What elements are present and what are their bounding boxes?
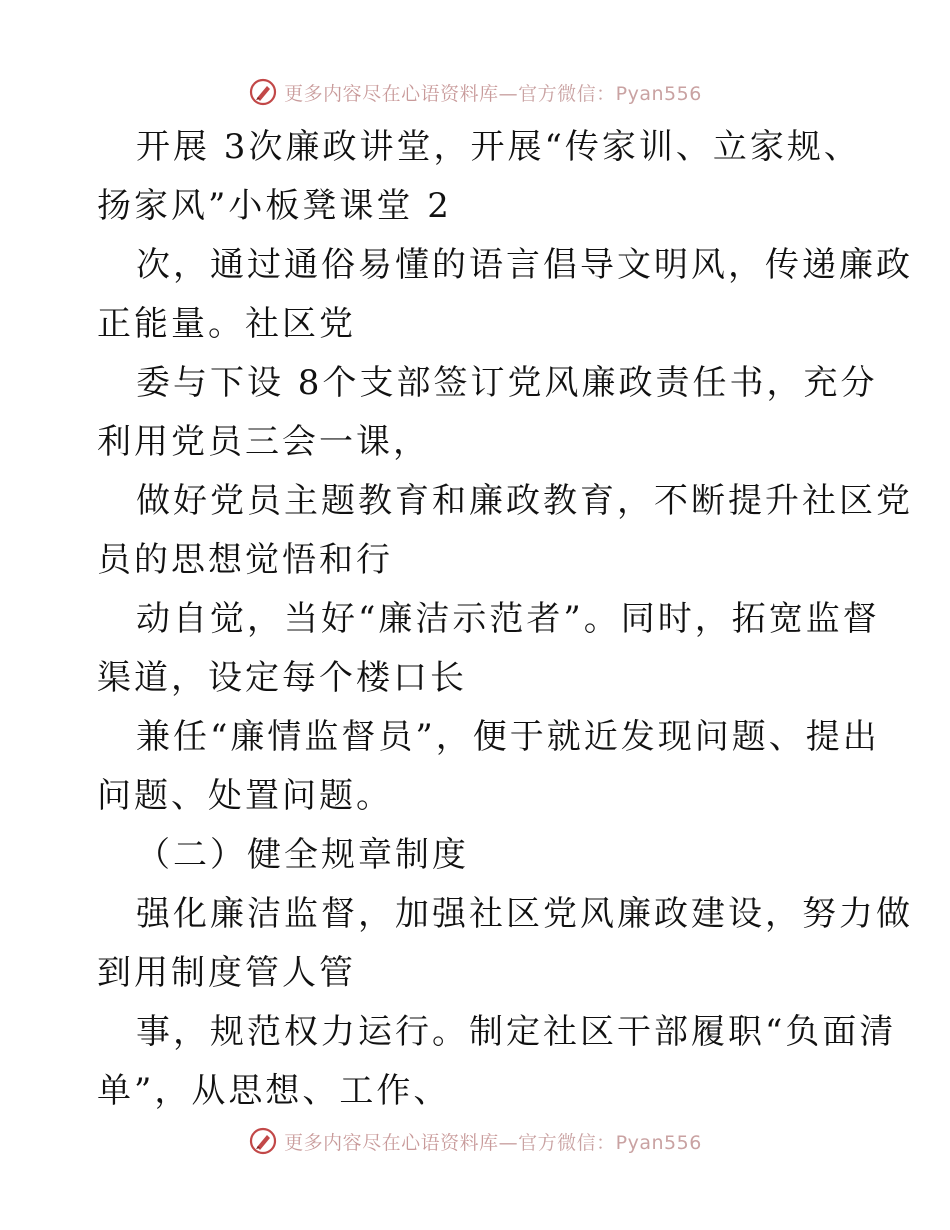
text-line: 做好党员主题教育和廉政教育，不断提升社区党 xyxy=(136,481,913,521)
text-line: 利用党员三会一课， xyxy=(97,422,430,462)
pen-logo-icon xyxy=(248,1126,278,1156)
watermark-suffix: —官方微信：Pyan556 xyxy=(498,82,702,105)
watermark-brand: 更多内容尽在心语资料库 xyxy=(284,82,499,105)
pen-logo-icon xyxy=(248,77,278,107)
text-line: 兼任“廉情监督员”，便于就近发现问题、提出 xyxy=(136,717,880,757)
document-body xyxy=(0,118,950,1121)
text-line: 正能量。社区党 xyxy=(97,304,356,344)
text-line: 委与下设 8个支部签订党风廉政责任书，充分 xyxy=(136,363,878,403)
watermark-brand: 更多内容尽在心语资料库 xyxy=(284,1131,499,1154)
text-line: 事，规范权力运行。制定社区干部履职“负面清 xyxy=(136,1012,897,1052)
text-line: 问题、处置问题。 xyxy=(97,776,393,816)
text-line: 开展 3次廉政讲堂，开展“传家训、立家规、 xyxy=(136,127,861,167)
watermark-text xyxy=(284,79,702,106)
text-line: （二）健全规章制度 xyxy=(136,835,469,875)
text-line: 动自觉，当好“廉洁示范者”。同时，拓宽监督 xyxy=(136,599,880,639)
text-line: 扬家风”小板凳课堂 2 xyxy=(97,186,452,226)
footer-watermark xyxy=(0,1121,950,1161)
text-line: 渠道，设定每个楼口长 xyxy=(97,658,467,698)
text-line: 单”，从思想、工作、 xyxy=(97,1071,451,1111)
watermark-suffix: —官方微信：Pyan556 xyxy=(498,1131,702,1154)
text-line: 到用制度管人管 xyxy=(97,953,356,993)
text-line: 强化廉洁监督，加强社区党风廉政建设，努力做 xyxy=(136,894,913,934)
text-line: 次，通过通俗易懂的语言倡导文明风，传递廉政 xyxy=(136,245,913,285)
watermark-text xyxy=(284,1128,702,1155)
text-line: 员的思想觉悟和行 xyxy=(97,540,393,580)
header-watermark xyxy=(0,72,950,112)
